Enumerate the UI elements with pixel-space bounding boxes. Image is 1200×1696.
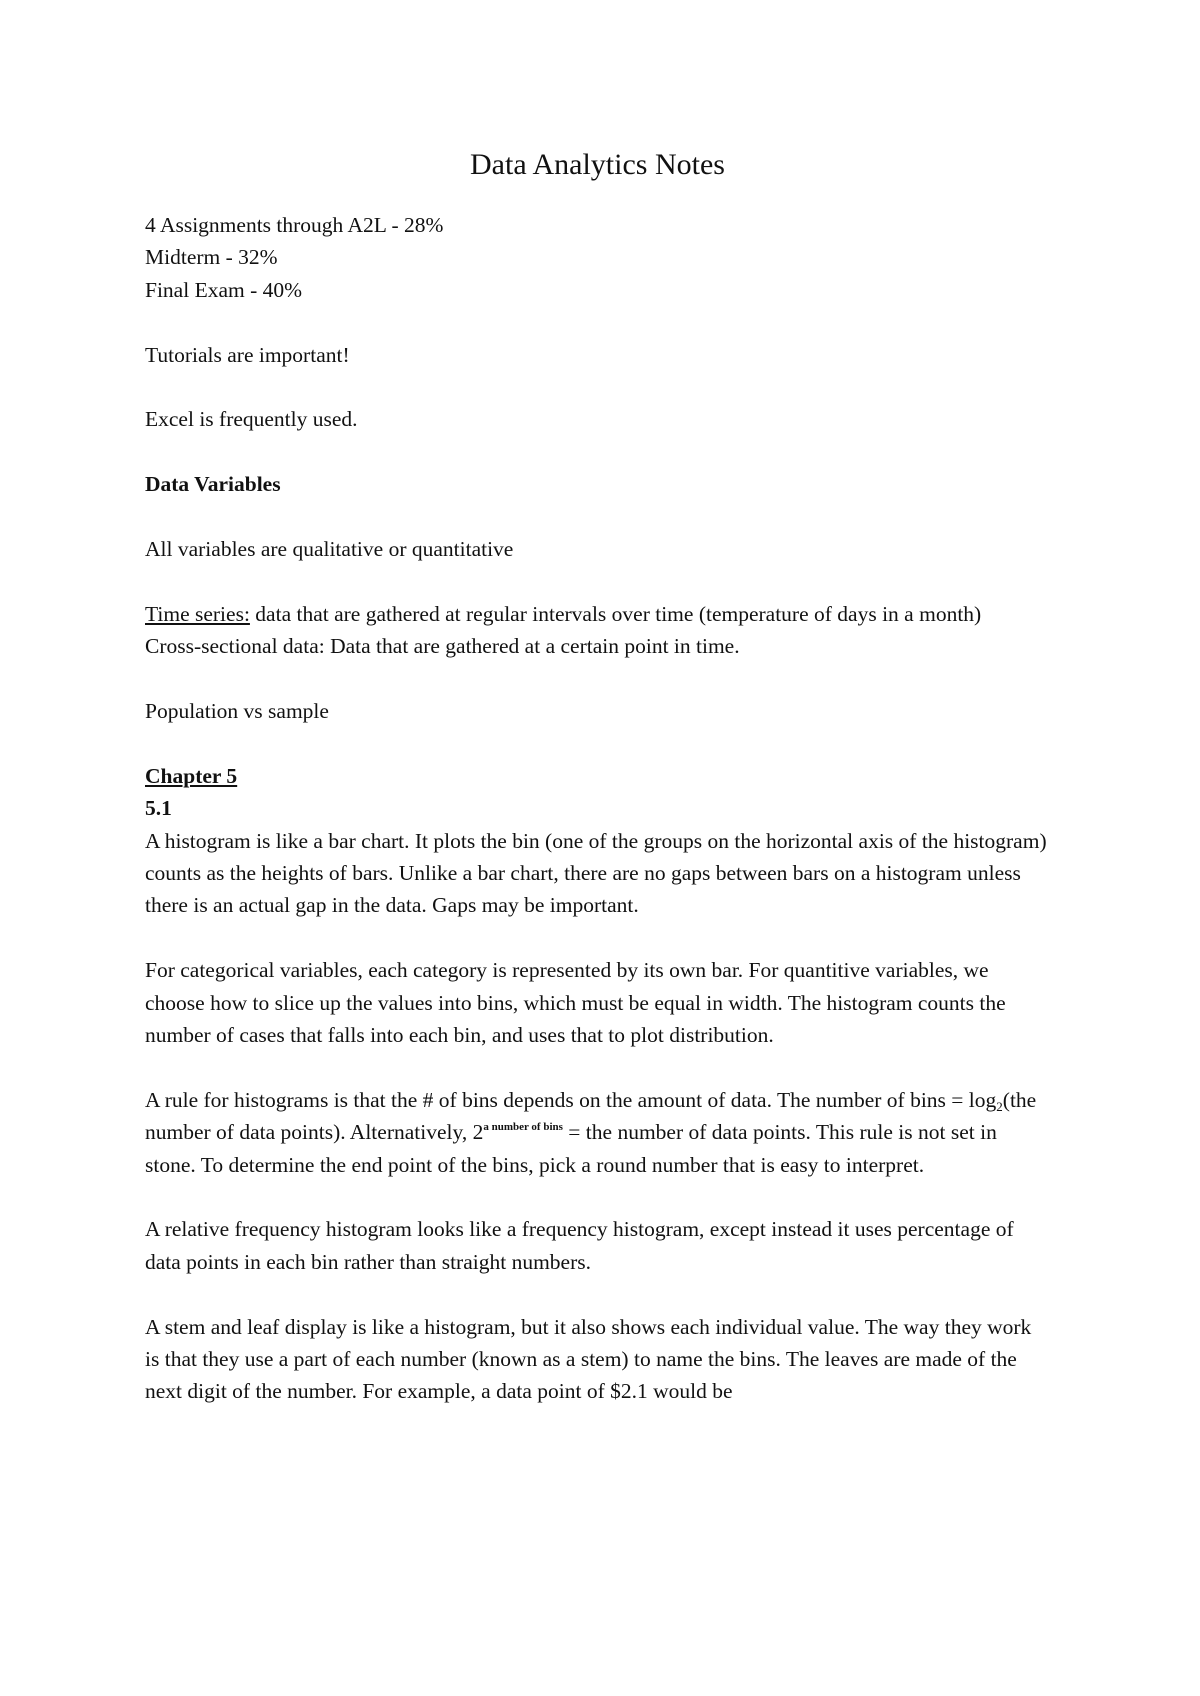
log-subscript: 2: [996, 1098, 1003, 1114]
time-series-block: [145, 598, 1050, 663]
bins-rule-text-a: A rule for histograms is that the # of bins depends on the amount of data. The number of bins = log: [145, 1087, 997, 1112]
bins-rule-paragraph: [145, 1084, 1050, 1181]
histogram-paragraph: A histogram is like a bar chart. It plots the bin (one of the groups on the horizontal axis of the histogram) counts as the heights of bars. Unlike a bar chart, there are no gaps between bars on a histogram unless there is an actual gap in the data. Gaps may be important.: [145, 828, 1047, 918]
grading-list: [145, 209, 1050, 306]
document-title: Data Analytics Notes: [470, 148, 725, 181]
data-variables-heading: Data Variables: [145, 472, 281, 497]
stem-leaf-paragraph: A stem and leaf display is like a histogram, but it also shows each individual value. The way they work is that they use a part of each number (known as a stem) to name the bins. The leaves are made of the next digit of the number. For example, a data point of $2.1 would be: [145, 1314, 1032, 1404]
cross-sectional-definition: Cross-sectional data: Data that are gathered at a certain point in time.: [145, 634, 740, 659]
time-series-text: data that are gathered at regular intervals over time (temperature of days in a month): [249, 601, 982, 626]
population-note: Population vs sample: [145, 699, 329, 723]
variables-intro: All variables are qualitative or quantitative: [145, 537, 514, 561]
time-series-definition: [145, 602, 981, 626]
tutorials-note: Tutorials are important!: [145, 342, 350, 367]
chapter-heading-block: [145, 760, 1050, 825]
grading-item-assignments: 4 Assignments through A2L - 28%: [145, 213, 444, 237]
relative-frequency-paragraph: A relative frequency histogram looks like a frequency histogram, except instead it uses percentage of data points in each bin rather than straight numbers.: [145, 1217, 1014, 1274]
bins-superscript: a number of bins: [483, 1121, 563, 1134]
chapter-heading: Chapter 5: [145, 763, 238, 788]
section-heading: 5.1: [145, 796, 172, 821]
bins-rule-text-c: = the number of data points. This rule is not set in stone. To determine the end point of the bins, pick a round number that is easy to interpret.: [145, 1120, 997, 1177]
grading-item-final: Final Exam - 40%: [145, 277, 303, 302]
categorical-paragraph: For categorical variables, each category is represented by its own bar. For quantitive variables, we choose how to slice up the values into bins, which must be equal in width. The histogram counts the number of cases that falls into each bin, and uses that to plot distribution.: [145, 958, 1006, 1048]
bins-rule-text-b: (the number of data points). Alternatively, 2: [145, 1087, 1037, 1145]
excel-note: Excel is frequently used.: [145, 407, 358, 432]
grading-item-midterm: Midterm - 32%: [145, 245, 278, 270]
time-series-term: Time series:: [145, 601, 250, 626]
